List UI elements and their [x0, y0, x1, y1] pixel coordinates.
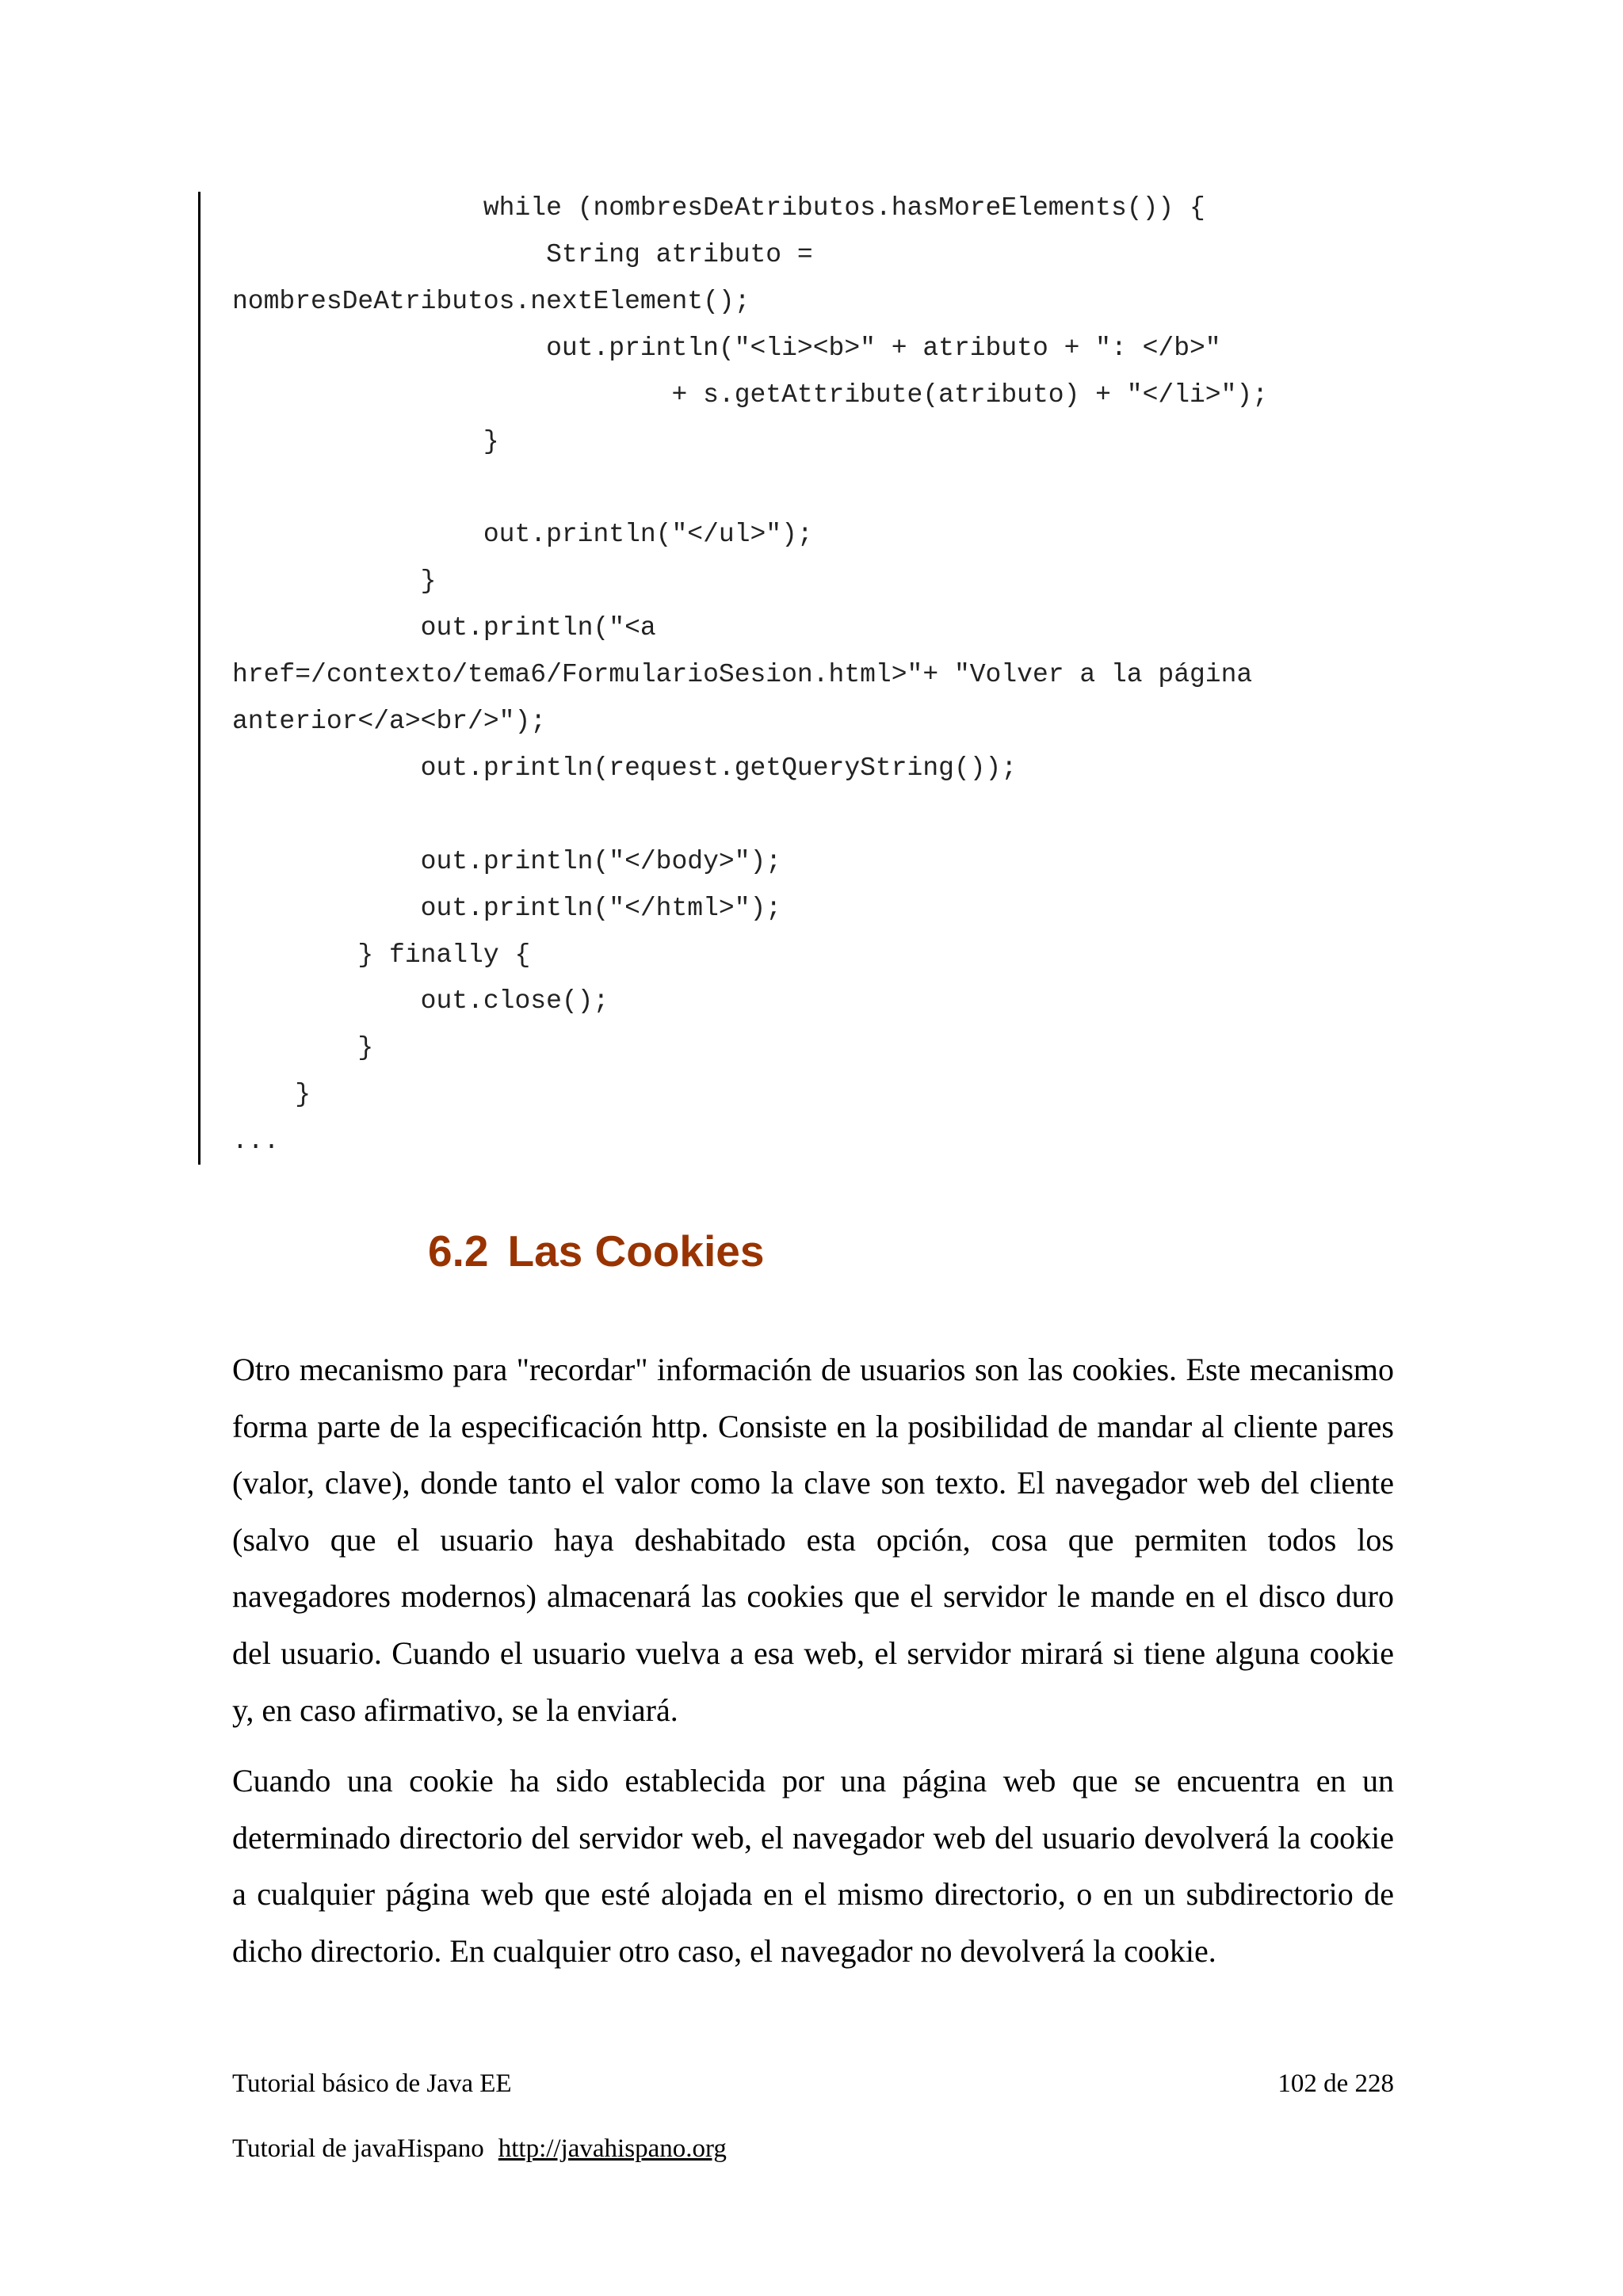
- paragraph-cookies-intro: Otro mecanismo para "recordar" información de usuarios son las cookies. Este mecanismo forma parte de la especificación http. Consiste en la posibilidad de mandar al cliente pares (valor, clave), donde tanto el valor como la clave son texto. El navegador web del cliente (salvo que el usuario haya deshabitado esta opción, cosa que permiten todos los navegadores modernos) almacenará las cookies que el servidor le mande en el disco duro del usuario. Cuando el usuario vuelva a esa web, el servidor mirará si tiene alguna cookie y, en caso afirmativo, se la enviará.: [232, 1352, 1394, 1728]
- section-heading: [428, 1226, 764, 1276]
- footer-page-number: 102 de 228: [1277, 2069, 1394, 2098]
- footer-site-label: Tutorial de javaHispano: [232, 2134, 484, 2163]
- footer-site: [232, 2134, 727, 2164]
- footer-site-link[interactable]: http://javahispano.org: [498, 2134, 727, 2163]
- footer-title: Tutorial básico de Java EE: [232, 2069, 512, 2098]
- code-listing: while (nombresDeAtributos.hasMoreElements()) { String atributo = nombresDeAtributos.nextElement(); out.println("<li><b>" + atributo + ": </b>" + s.getAttribute(atributo) + "</li>"); } out.println("</ul>"); } out.println("<a href=/contexto/tema6/FormularioSesion.html>"+ "Volver a la página anterior</a><br/>"); out.println(request.getQueryString()); out.println("</body>"); out.println("</html>"); } finally { out.close(); } } ...: [232, 193, 1269, 1157]
- section-title: Las Cookies: [507, 1226, 765, 1276]
- paragraph-cookies-scope: Cuando una cookie ha sido establecida por una página web que se encuentra en un determinado directorio del servidor web, el navegador web del usuario devolverá la cookie a cualquier página web que esté alojada en el mismo directorio, o en un subdirectorio de dicho directorio. En cualquier otro caso, el navegador no devolverá la cookie.: [232, 1763, 1394, 1969]
- section-number: 6.2: [428, 1226, 489, 1276]
